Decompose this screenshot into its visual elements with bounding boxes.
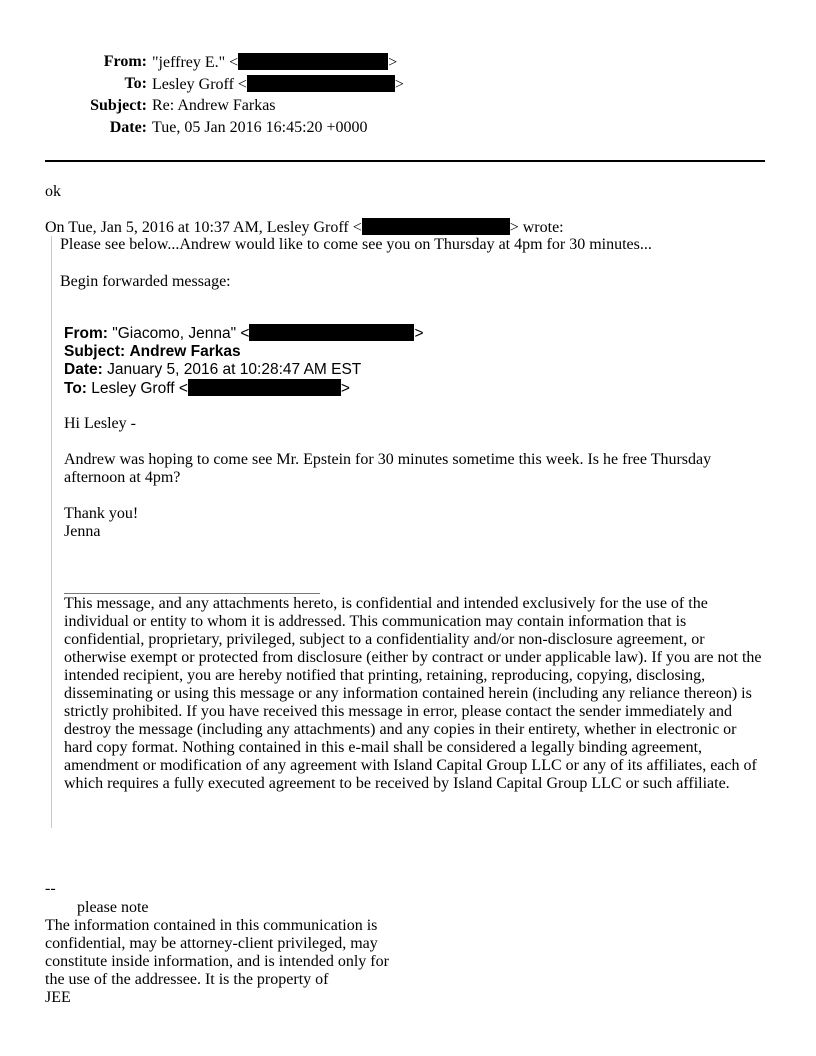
- footer-line: JEE: [45, 989, 71, 1006]
- message-line: Andrew was hoping to come see Mr. Epstein for 30 minutes sometime this week. Is he free Thursday: [64, 451, 712, 468]
- redaction-box: [188, 379, 341, 396]
- fwd-subject: [64, 343, 241, 361]
- to-name: Lesley Groff <: [152, 76, 247, 93]
- quote-text: Please see below...Andrew would like to come see you on Thursday at 4pm for 30 minutes...: [60, 236, 652, 253]
- disclaimer-line: otherwise exempt or protected from disclosure (either by contract or under applicable law). If you are not the: [64, 649, 762, 666]
- reply-text: ok: [45, 183, 61, 200]
- redaction-box: [238, 53, 388, 70]
- footer-dashes: --: [45, 880, 56, 897]
- fwd-to-name: Lesley Groff <: [91, 380, 188, 397]
- fwd-date: [64, 361, 361, 379]
- message-line: afternoon at 4pm?: [64, 469, 181, 486]
- fwd-from: [64, 324, 424, 343]
- fwd-to: [64, 379, 350, 398]
- fwd-from-name: "Giacomo, Jenna" <: [112, 325, 250, 342]
- subject-value: Re: Andrew Farkas: [152, 97, 276, 114]
- fwd-to-label: To:: [64, 380, 87, 397]
- subject-label: Subject:: [90, 97, 147, 114]
- to-end: >: [394, 76, 404, 93]
- footer-line: The information contained in this communication is: [45, 917, 378, 934]
- disclaimer-line: destroy the message (including any attachments) and any copies in their entirety, whether in electronic or: [64, 721, 737, 738]
- signature: Jenna: [64, 523, 101, 540]
- fwd-to-end: >: [340, 380, 350, 397]
- date-value: Tue, 05 Jan 2016 16:45:20 +0000: [152, 119, 368, 136]
- disclaimer-line: individual or entity to whom it is addressed. This communication may contain information that is: [64, 613, 687, 630]
- fwd-subject-value: Andrew Farkas: [129, 343, 241, 360]
- footer-line: the use of the addressee. It is the property of: [45, 971, 329, 988]
- disclaimer-line: strictly prohibited. If you have received this message in error, please contact the sender immediately and: [64, 703, 733, 720]
- redaction-box: [362, 218, 510, 235]
- attribution-end: > wrote:: [509, 219, 564, 236]
- disclaimer-line: confidential, proprietary, privileged, subject to a confidentiality and/or non-disclosure agreement, or: [64, 631, 705, 648]
- disclaimer-line: which requires a fully executed agreement to be received by Island Capital Group LLC or such affiliate.: [64, 775, 730, 792]
- fwd-subject-label: Subject:: [64, 343, 126, 360]
- footer-line: constitute inside information, and is intended only for: [45, 953, 389, 970]
- disclaimer-line: intended recipient, you are hereby notified that printing, retaining, reproducing, copying, disclosing,: [64, 667, 706, 684]
- from-label: From:: [103, 53, 147, 70]
- footer-please-note: please note: [77, 899, 149, 916]
- to-label: To:: [124, 75, 147, 92]
- date-label: Date:: [109, 119, 147, 136]
- footer-line: confidential, may be attorney-client privileged, may: [45, 935, 378, 952]
- header-divider: [45, 160, 765, 162]
- disclaimer-line: disseminating or using this message or any information contained herein (including any reliance thereon) is: [64, 685, 752, 702]
- disclaimer-line: hard copy format. Nothing contained in this e-mail shall be considered a legally binding agreement,: [64, 739, 703, 756]
- redaction-box: [247, 75, 395, 92]
- from-name: "jeffrey E." <: [152, 54, 239, 71]
- quote-bar: [51, 236, 52, 828]
- thanks: Thank you!: [64, 505, 139, 522]
- fwd-date-label: Date:: [64, 361, 103, 378]
- redaction-box: [249, 324, 414, 341]
- fwd-from-end: >: [414, 325, 424, 342]
- from-end: >: [388, 54, 398, 71]
- greeting: Hi Lesley -: [64, 415, 136, 432]
- fwd-date-value: January 5, 2016 at 10:28:47 AM EST: [107, 361, 362, 378]
- from-value: [152, 53, 397, 72]
- begin-forwarded: Begin forwarded message:: [60, 273, 231, 290]
- disclaimer-line: This message, and any attachments hereto, is confidential and intended exclusively for the use of the: [64, 595, 708, 612]
- signature-divider: [64, 593, 320, 594]
- to-value: [152, 75, 404, 94]
- disclaimer-line: amendment or modification of any agreement with Island Capital Group LLC or any of its affiliates, each of: [64, 757, 757, 774]
- attribution-line: [45, 218, 564, 237]
- fwd-from-label: From:: [64, 325, 108, 342]
- attribution-start: On Tue, Jan 5, 2016 at 10:37 AM, Lesley Groff <: [45, 219, 362, 236]
